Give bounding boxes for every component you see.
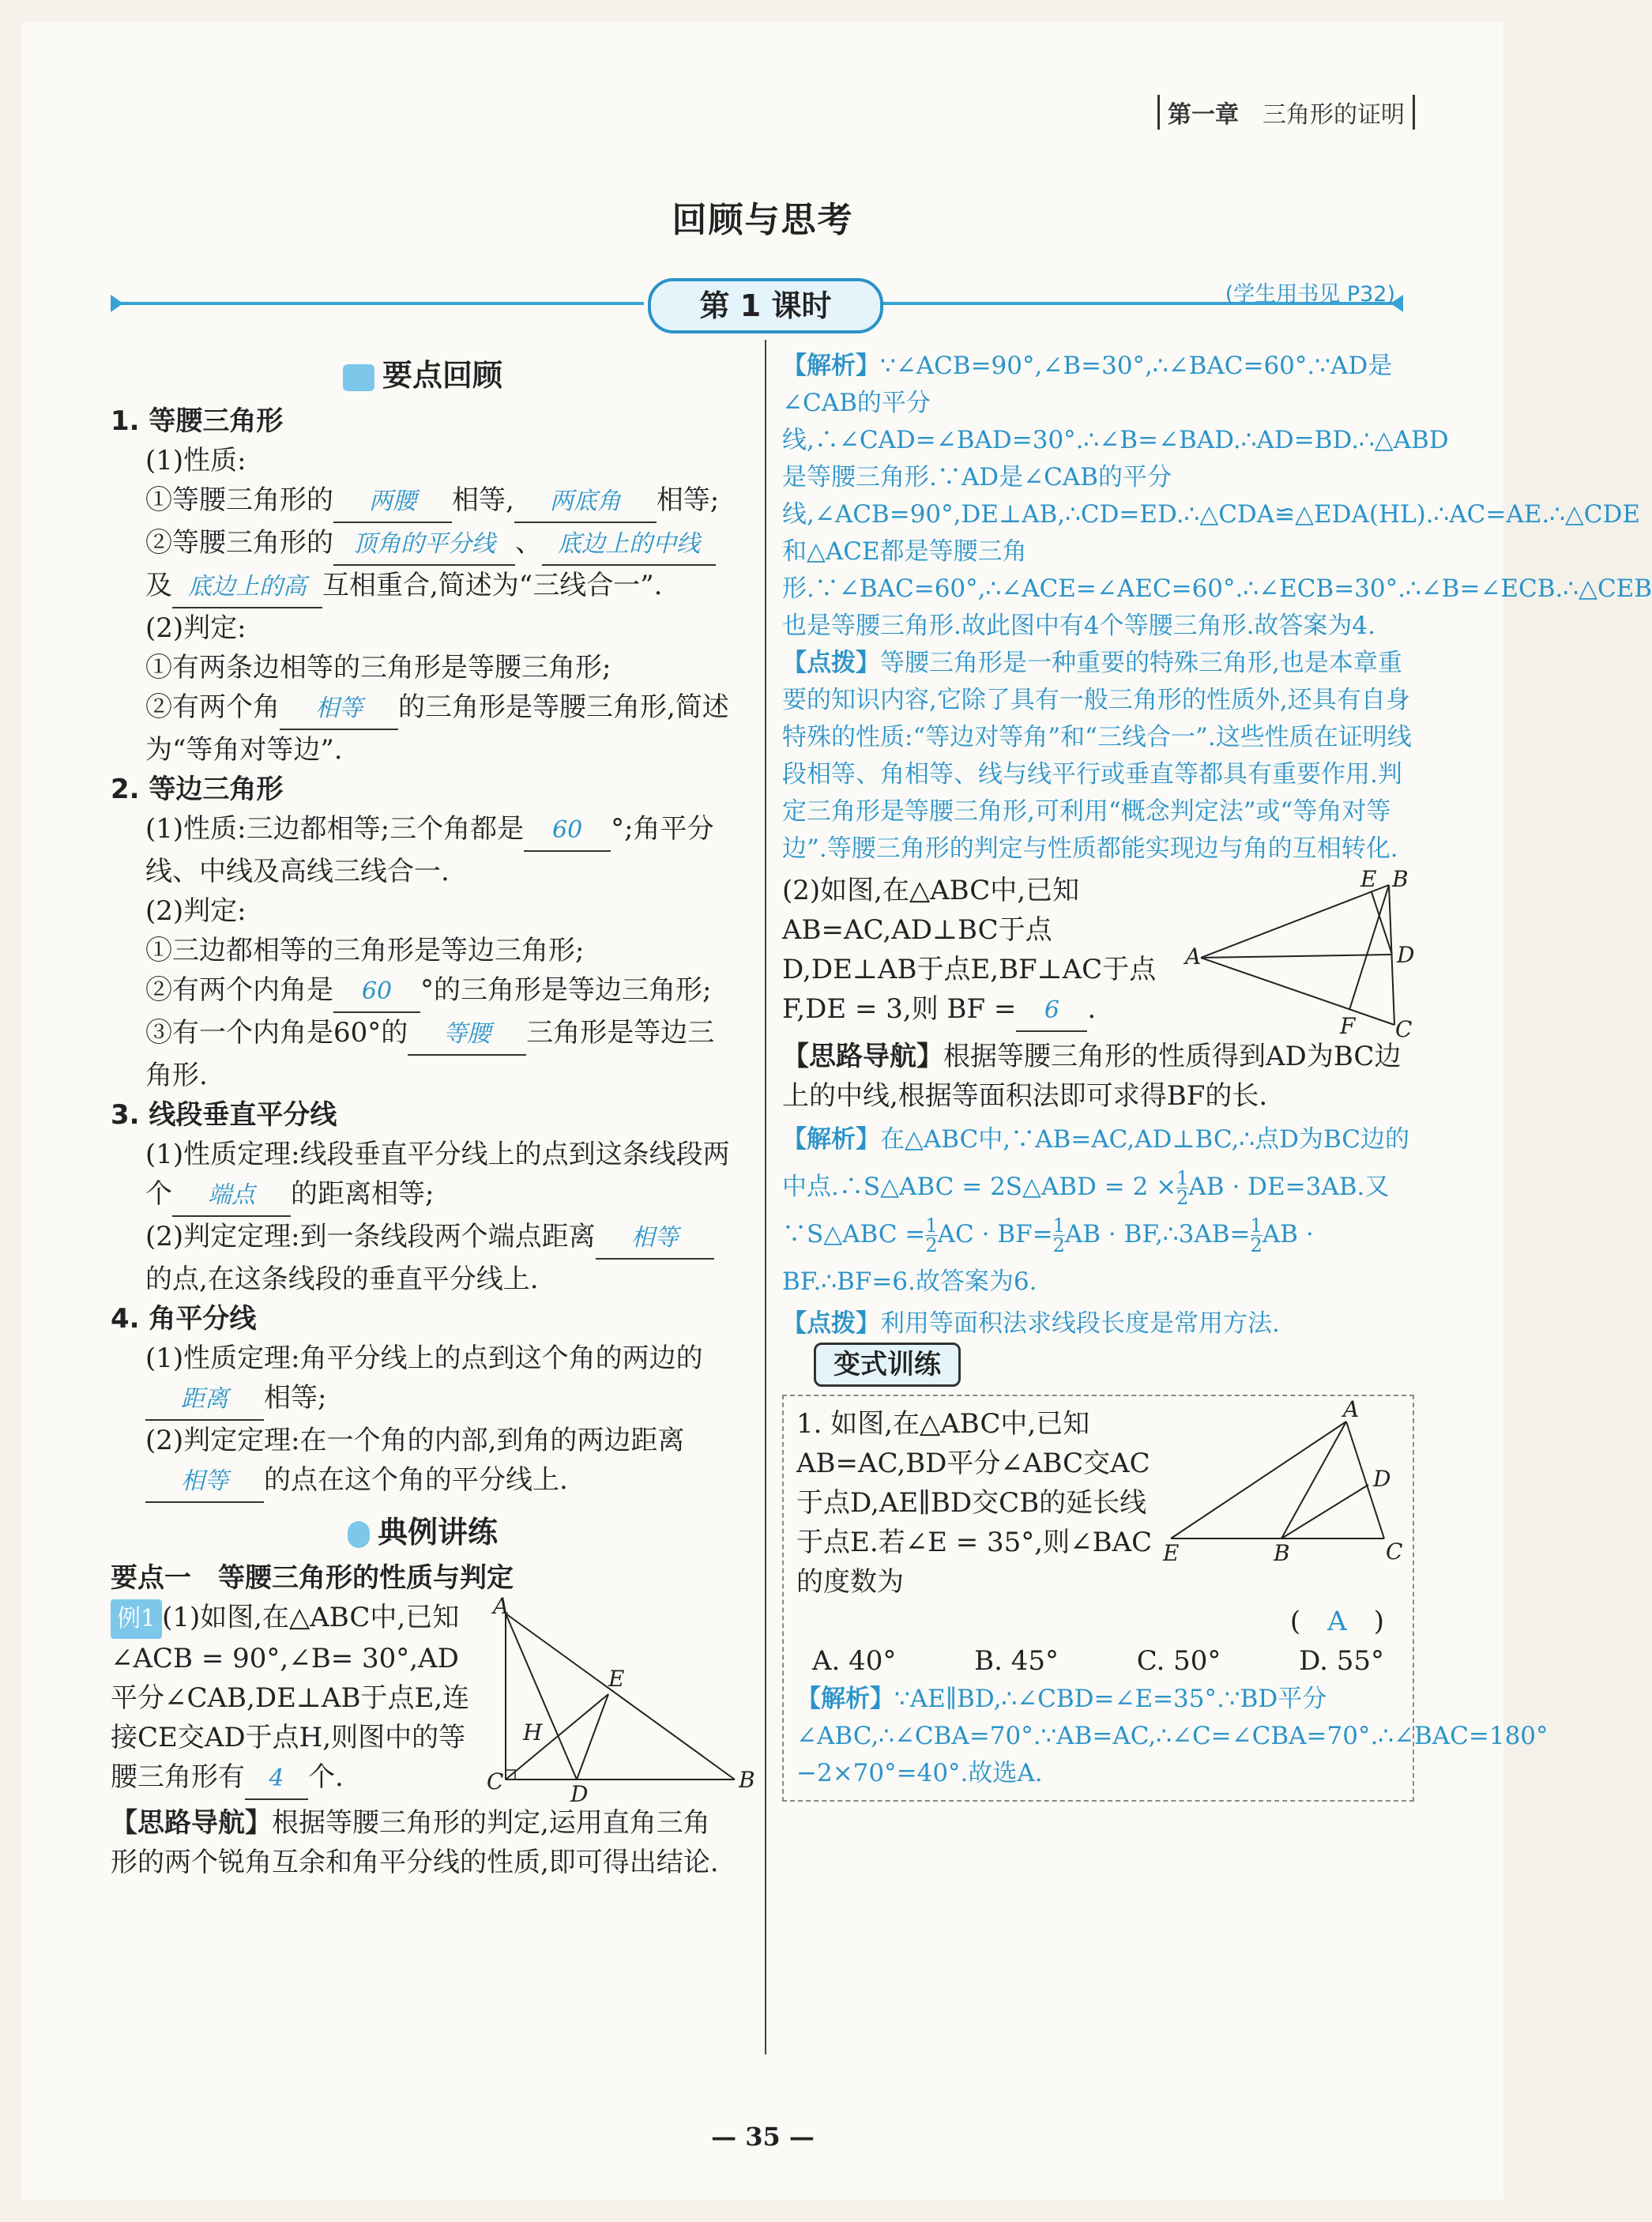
section-key-points: 要点回顾 — [111, 356, 735, 395]
heading-perpendicular-bisector: 3. 线段垂直平分线 — [111, 1099, 337, 1131]
svg-text:E: E — [608, 1666, 625, 1692]
answer-blank: 两腰 — [333, 482, 452, 523]
answer-blank: 6 — [1016, 991, 1087, 1032]
svg-text:H: H — [523, 1719, 543, 1746]
page-number: — 35 — — [711, 2122, 815, 2152]
answer-blank: 底边上的高 — [172, 567, 322, 608]
answer-blank: 顶角的平分线 — [333, 525, 515, 566]
svg-text:B: B — [1274, 1540, 1290, 1566]
svg-text:D: D — [1373, 1466, 1391, 1492]
answer-choice: A — [1327, 1606, 1347, 1637]
options: A. 40° B. 45° C. 50° D. 55° — [812, 1645, 1384, 1677]
solution-1: 【解析】∵∠ACB=90°,∠B=30°,∴∠BAC=60°.∵AD是∠CAB的平分线,∴∠CAD=∠BAD=30°.∴∠B=∠BAD.∴AD=BD.∴△ABD是等腰三角形.∵AD是∠CAB的平分线,∠ACB=90°,DE⊥AB,∴CD=ED.∴△CDA≌△EDA(HL).∴AC=AE.∴△CDE和△ACE都是等腰三角形.∵∠BAC=60°,∴∠ACE=∠AEC=60°.∴∠ECB=30°.∴∠B=∠ECB.∴△CEB也是等腰三角形.故此图中有4个等腰三角形.故答案为4. — [782, 352, 1652, 640]
heading-angle-bisector: 4. 角平分线 — [111, 1303, 257, 1335]
example-tag: 例1 — [111, 1599, 162, 1639]
answer-blank: 相等 — [596, 1218, 714, 1260]
key-point-title: 要点一 等腰三角形的性质与判定 — [111, 1562, 514, 1594]
heading-equilateral: 2. 等边三角形 — [111, 774, 284, 805]
example-1: A B C D E H 例1 (1)如图,在△ABC中,已知∠ACB = 90°,∠B= 30°,AD 平分∠CAB,DE⊥AB于点E,连接CE交AD于点H,则图中的等腰三角形有 4 个. 【思路导航】根据等腰三角形的判定,运用直角三角形的两个锐角互余和角平分线的性质,即可得出结论. — [111, 1593, 755, 1878]
answer-blank: 4 — [245, 1759, 308, 1800]
svg-text:C: C — [487, 1768, 504, 1795]
column-divider — [765, 340, 766, 2054]
chapter-label: 第一章 — [1168, 101, 1239, 129]
variant-training-box: A B C D E 1. 如图,在△ABC中,已知AB=AC,BD平分∠ABC交AC于点D,AE∥BD交CB的延长线于点E.若∠E = 35°,则∠BAC的度数为 ( A ) A. 40° B. 45° C. 50° D. 55° 【解析】∵AE∥BD,∴∠CBD=∠E=35°.∵BD平分∠ABC,∴∠CBA=70°.∵AB=AC,∴∠C=∠CBA=70°.∴∠BAC=180°−2×70°=40°.故选A. — [782, 1395, 1414, 1802]
answer-blank: 距离 — [145, 1380, 264, 1421]
svg-text:D: D — [1397, 942, 1415, 968]
variant-training-title: 变式训练 — [814, 1343, 961, 1387]
answer-blank: 60 — [524, 811, 611, 852]
svg-text:E: E — [1360, 866, 1377, 892]
figure-example-1b — [1185, 866, 1415, 1042]
answer-blank: 端点 — [172, 1176, 291, 1217]
microphone-icon — [348, 1521, 370, 1548]
answer-blank: 两底角 — [514, 482, 657, 523]
answer-blank: 等腰 — [408, 1015, 526, 1056]
svg-text:A: A — [493, 1593, 510, 1619]
chapter-header — [1157, 95, 1415, 130]
section-examples: 典例讲练 — [111, 1512, 735, 1552]
svg-text:A: A — [1343, 1396, 1360, 1422]
hint-2: 【思路导航】根据等腰三角形的性质得到AD为BC边上的中线,根据等面积法即可求得BF的长. — [782, 1041, 1402, 1112]
variant-question-1: 1. 如图,在△ABC中,已知AB=AC,BD平分∠ABC交AC于点D,AE∥BD交CB的延长线于点E.若∠E = 35°,则∠BAC的度数为 — [796, 1408, 1153, 1598]
student-book-reference: (学生用书见 P32) — [1225, 282, 1395, 307]
hint-tag: 【思路导航】 — [111, 1807, 272, 1839]
svg-text:F: F — [1340, 1013, 1356, 1039]
book-icon — [343, 364, 374, 391]
answer-blank: 60 — [333, 972, 420, 1013]
svg-text:C: C — [1395, 1016, 1413, 1042]
svg-text:B: B — [739, 1767, 755, 1793]
right-column — [782, 348, 1652, 1802]
left-column: 要点回顾 1. 等腰三角形 (1)性质: ①等腰三角形的 两腰 相等, 两底角 相等; ②等腰三角形的 顶角的平分线 、 底边上的中线及 底边上的高 互相重合,简述为“三线合一”. (2)判定: ①有两条边相等的三角形是等腰三角形; ②有两个角 相等 的三角形是等腰三角形,简述为“等角对等边”. 2. 等边三角形 (1)性质:三边都相等;三个角都是 60 °;角平分线、中线及高线三线合一. (2)判定: ①三边都相等的三角形是等边三角形; ②有两个内角是 60 °的三角形是等边三角形; ③有一个内角是60°的 等腰 三角形是等边三角形. 3. 线段垂直平分线 (1)性质定理:线段垂直平分线上的点到这条线段两个 端点 的距离相等; (2)判定定理:到一条线段两个端点距离 相等的点,在这条线段的垂直平分线上. 4. 角平分线 (1)性质定理:角平分线上的点到这个角的两边的距离 相等; (2)判定定理:在一个角的内部,到角的两边距离相等 的点在这个角的平分线上. 典例讲练 要点一 等腰三角形的性质与判定 A B C D E H 例1 (1)如图,在△ABC中,已知∠ACB = 90°,∠B= 30°,AD 平分∠CAB,DE⊥AB于点E,连接CE交AD于点H,则图中的等腰三角形有 4 个. 【思路导航】根据等腰三角形的判定,运用直角三角形的两个锐角互余和角平分线的性质,即可得出结论. — [111, 356, 735, 1882]
lesson-badge: 第 1 课时 — [648, 278, 883, 333]
chapter-title: 三角形的证明 — [1263, 101, 1405, 129]
figure-example-1a — [482, 1593, 755, 1807]
answer-blank: 底边上的中线 — [542, 525, 716, 566]
svg-text:B: B — [1392, 866, 1409, 892]
answer-blank: 相等 — [280, 689, 398, 730]
figure-variant-1 — [1163, 1396, 1403, 1566]
tip-1: 【点拨】等腰三角形是一种重要的特殊三角形,也是本章重要的知识内容,它除了具有一般三角形的性质外,还具有自身特殊的性质:“等边对等角”和“三线合一”.这些性质在证明线段相等、角相等、线与线平行或垂直等都具有重要作用.判定三角形是等腰三角形,可利用“概念判定法”或“等角对等边”.等腰三角形的判定与性质都能实现边与角的互相转化. — [782, 649, 1412, 863]
answer-blank: 相等 — [145, 1462, 264, 1503]
example-1b: A B C D E F (2)如图,在△ABC中,已知AB=AC,AD⊥BC于点D,DE⊥AB于点E,BF⊥AC于点F,DE = 3,则 BF = 6 . — [782, 866, 1415, 1042]
tip-2: 【点拨】利用等面积法求线段长度是常用方法. — [782, 1309, 1280, 1338]
svg-text:D: D — [570, 1781, 589, 1807]
svg-text:A: A — [1185, 943, 1202, 970]
band-arrow-left — [111, 295, 123, 312]
heading-isosceles: 1. 等腰三角形 — [111, 405, 284, 437]
page-title: 回顾与思考 — [672, 200, 854, 240]
svg-text:E: E — [1163, 1540, 1180, 1566]
band-line-left — [119, 302, 644, 305]
solution-2: 【解析】在△ABC中,∵AB=AC,AD⊥BC,∴点D为BC边的中点.∴S△ABC = 2S△ABD = 2 × $\frac{1}{2}$ AB · DE=3AB.又∵S△ABC = $\frac{1}{2}$ AC · BF= $\frac{1}{2}$ AB · BF,∴3AB= $\frac{1}{2}$ AB · BF.∴BF=6.故答案为6. — [782, 1125, 1410, 1296]
svg-text:C: C — [1386, 1538, 1403, 1565]
solution-3: 【解析】∵AE∥BD,∴∠CBD=∠E=35°.∵BD平分∠ABC,∴∠CBA=70°.∵AB=AC,∴∠C=∠CBA=70°.∴∠BAC=180°−2×70°=40°.故选A. — [796, 1685, 1549, 1787]
